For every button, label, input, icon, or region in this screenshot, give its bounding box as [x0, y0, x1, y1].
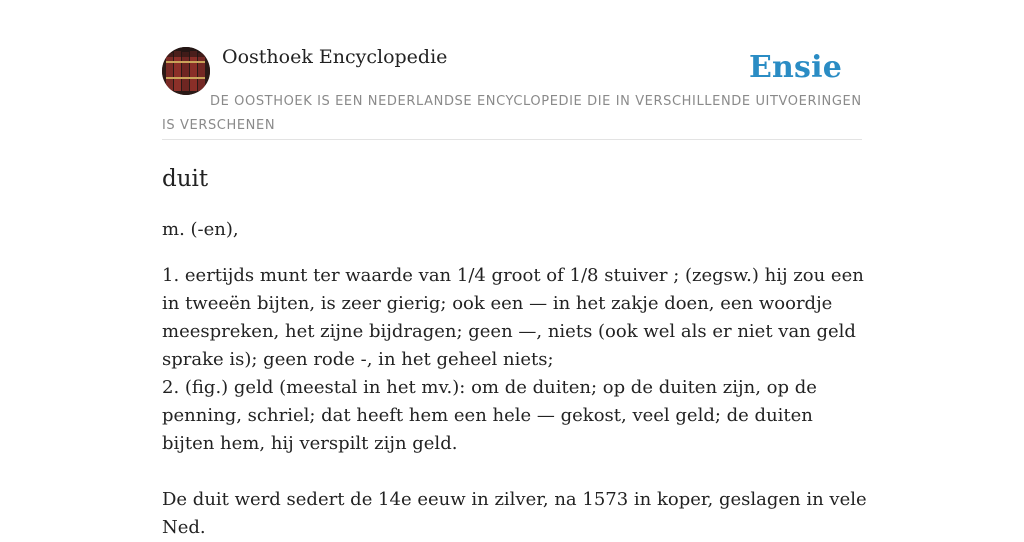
- content-column: [162, 40, 867, 542]
- site-header: [162, 40, 862, 140]
- entry-paragraph: 2. (fig.) geld (meestal in het mv.): om de duiten; op de duiten zijn, op de penning, schriel; dat heeft hem een hele — gekost, veel geld; de duiten bijten hem, hij verspilt zijn geld.: [162, 377, 817, 454]
- encyclopedia-books-icon[interactable]: [162, 47, 210, 95]
- entry-headword: duit: [162, 166, 209, 192]
- entry-paragraph: 1. eertijds munt ter waarde van 1/4 groot of 1/8 stuiver ; (zegsw.) hij zou een in tweeën bijten, is zeer gierig; ook een — in het zakje doen, een woordje meespreken, het zijne bijdragen; geen —, niets (ook wel als er niet van geld sprake is); geen rode -, in het geheel niets;: [162, 265, 864, 370]
- entry-paragraph: De duit werd sedert de 14e eeuw in zilver, na 1573 in koper, geslagen in vele Ned.: [162, 489, 867, 538]
- brand-logo[interactable]: Ensie: [748, 50, 842, 85]
- entry-body: [162, 262, 867, 542]
- site-title[interactable]: Oosthoek Encyclopedie: [222, 46, 448, 68]
- site-tagline: DE OOSTHOEK IS EEN NEDERLANDSE ENCYCLOPEDIE DIE IN VERSCHILLENDE UITVOERINGEN IS VERSCHENEN: [162, 94, 862, 133]
- entry-grammar: m. (-en),: [162, 219, 239, 240]
